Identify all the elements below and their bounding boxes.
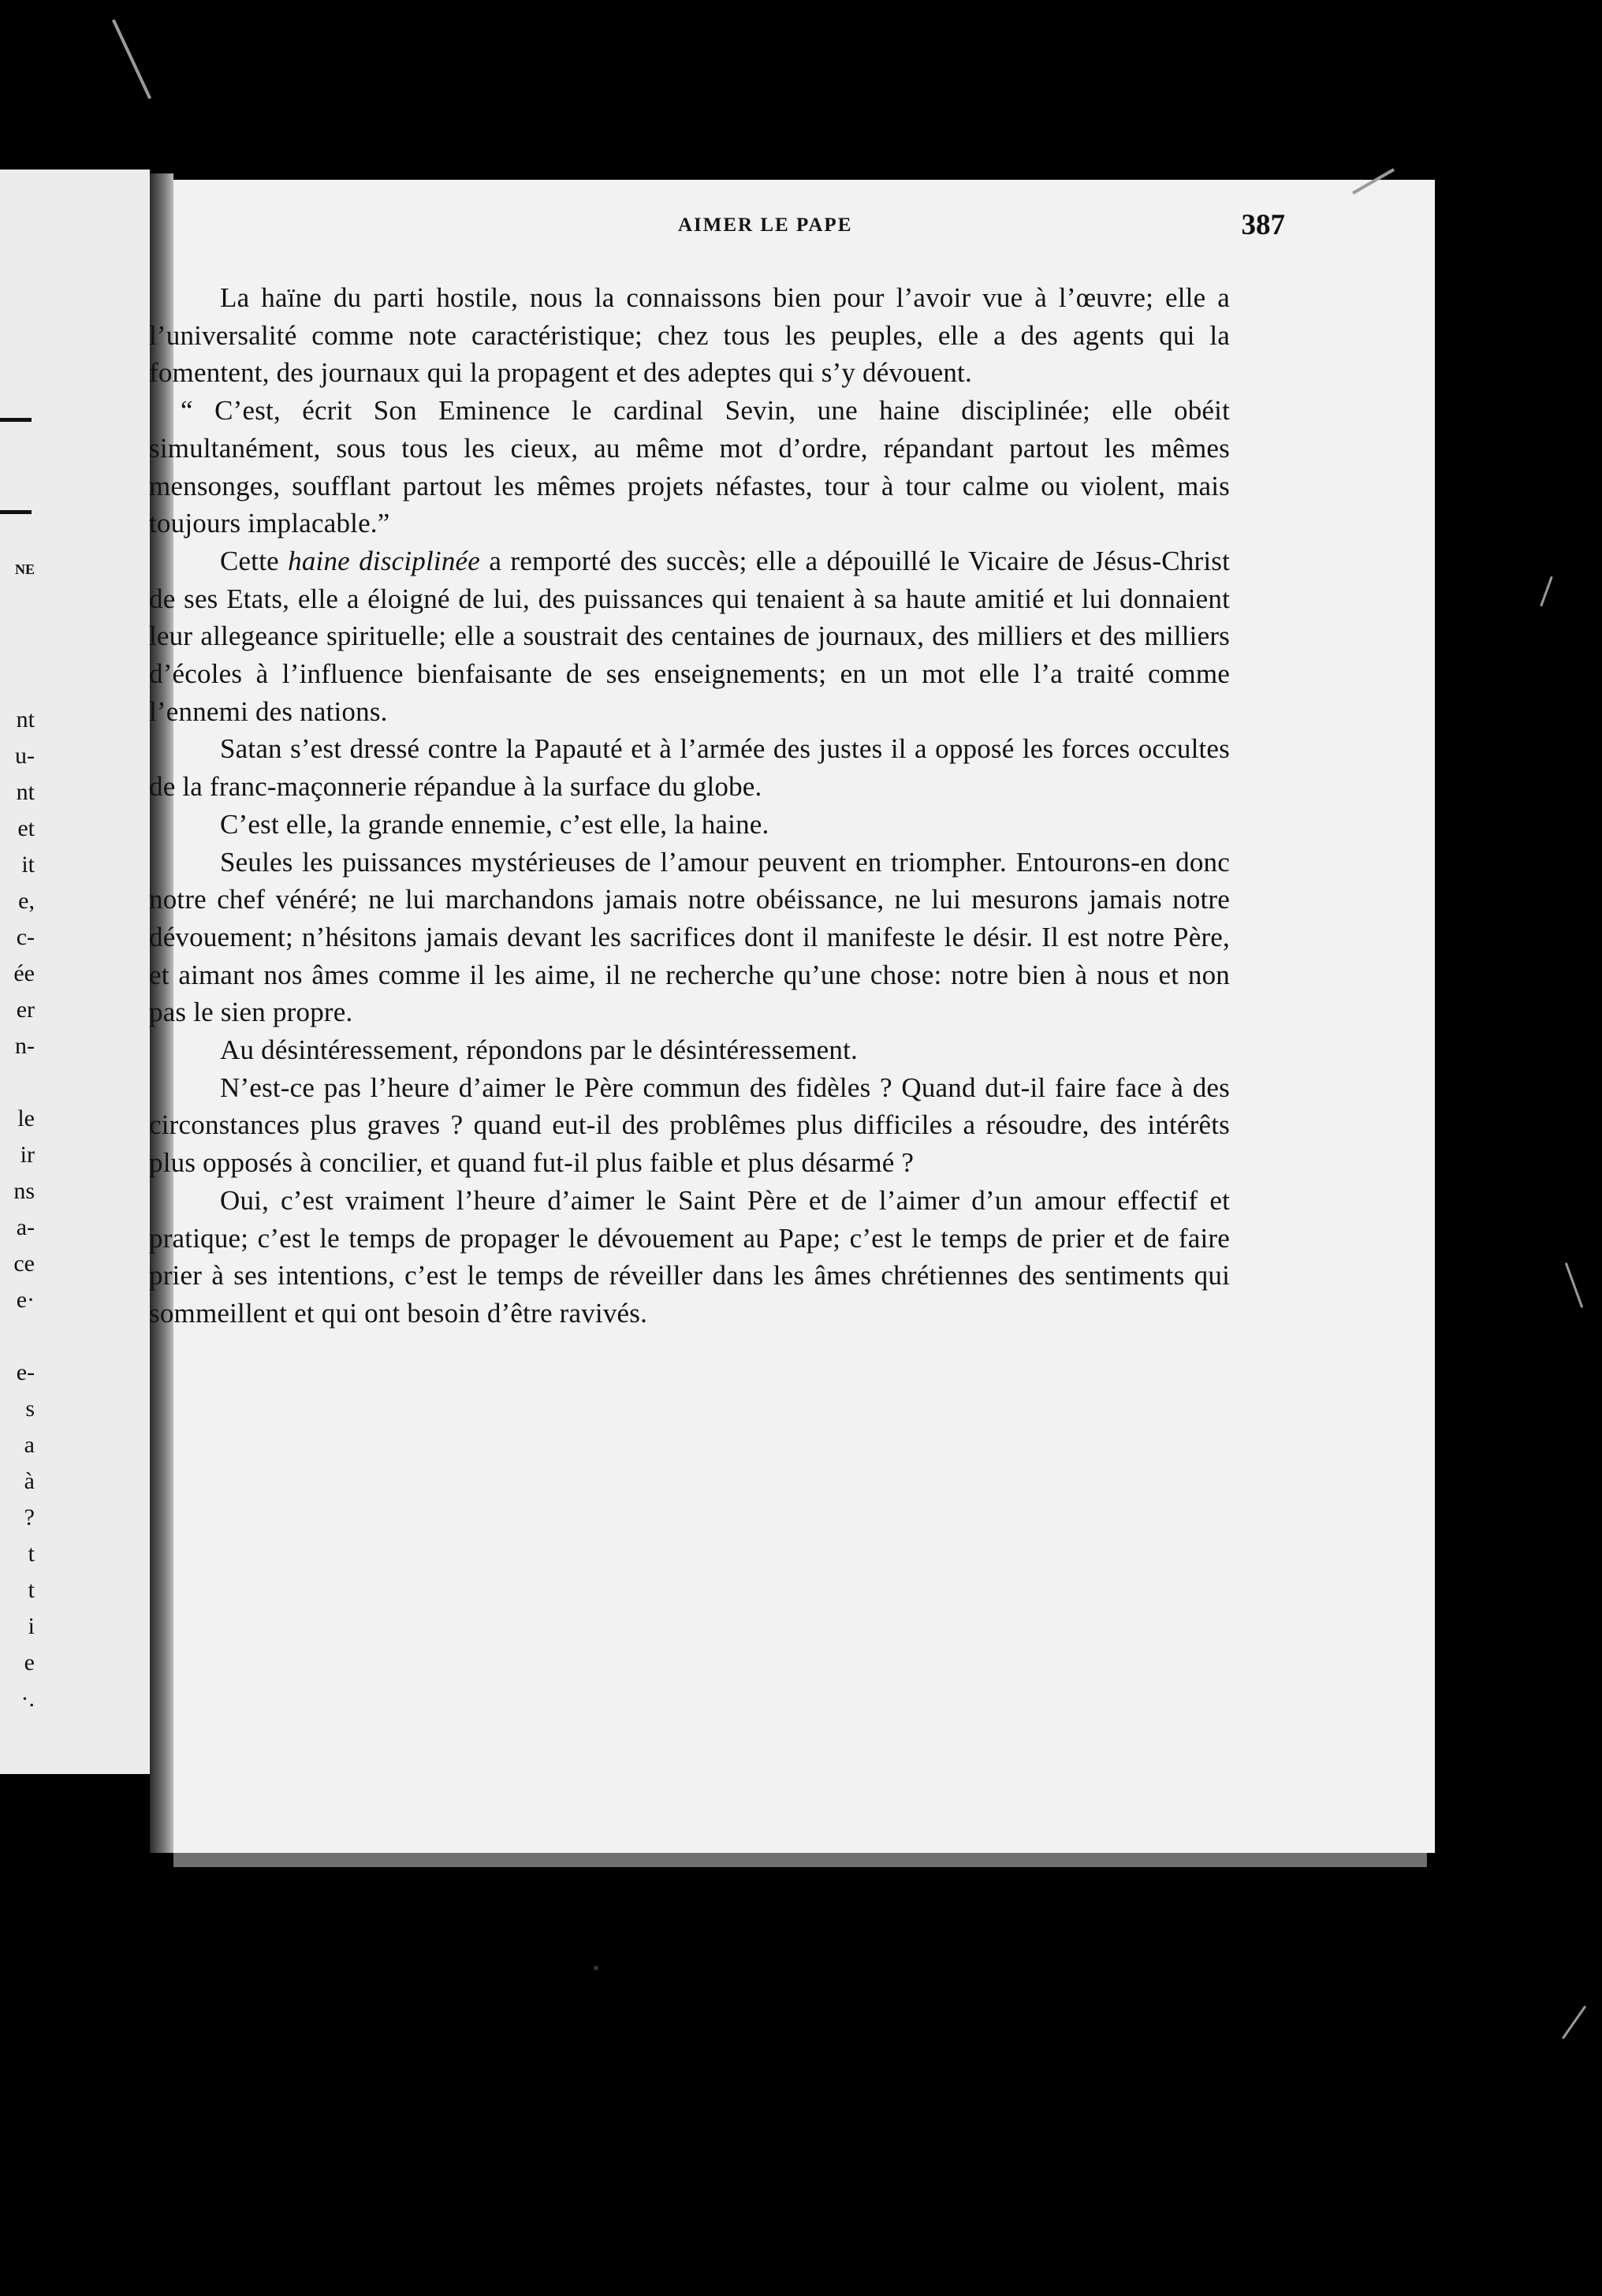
page-number: 387 — [1241, 209, 1285, 241]
left-page-line-fragment: ce — [13, 1250, 35, 1277]
running-title: AIMER LE PAPE — [678, 214, 853, 236]
paragraph: Seules les puissances mystérieuses de l’amour peuvent en triompher. Entourons-en donc notre chef vénéré; ne lui marchandons jamais notre obéissance, ne lui mesurons jamais notre dévouement; n’hésitons jamais devant les sacrifices dont il manifeste le désir. Il est notre Père, et aimant nos âmes comme il les aime, il ne recherche qu’une chose: notre bien à nous et non pas le sien propre. — [149, 846, 1230, 1028]
left-page-line-fragment: s — [25, 1396, 35, 1422]
paragraph: N’est-ce pas l’heure d’aimer le Père commun des fidèles ? Quand dut-il faire face à des circonstances plus graves ? quand eut-il des problêmes plus difficiles a résoudre, des intérêts plus opposés à concilier, et quand fut-il plus faible et plus désarmé ? — [149, 1072, 1230, 1179]
left-page-line-fragment: e — [24, 1649, 35, 1675]
left-page-header-fragment: NE — [14, 561, 35, 577]
left-page-line-fragment: t — [28, 1541, 35, 1567]
left-page-line-fragment: à — [24, 1468, 35, 1494]
body-text — [149, 279, 1230, 1332]
left-page-line-fragment: a — [24, 1432, 35, 1458]
left-page-line-fragment: c- — [16, 924, 35, 950]
left-page-rule-bottom — [0, 510, 32, 514]
paragraph-text: Cette — [220, 545, 289, 576]
left-page-line-fragment: ·. — [20, 1686, 35, 1712]
left-page-line-fragment: er — [16, 997, 35, 1023]
left-page-line-fragment: ? — [24, 1504, 35, 1530]
left-page-line-fragment: ée — [13, 960, 35, 986]
left-page-line-fragment: e· — [16, 1287, 35, 1313]
left-page-line-fragment: ns — [13, 1178, 35, 1204]
paragraph: C’est elle, la grande ennemie, c’est elle, la haine. — [220, 808, 769, 840]
left-page-line-fragment: e- — [16, 1359, 35, 1385]
left-page-line-fragment: e, — [18, 888, 35, 914]
paragraph: Satan s’est dressé contre la Papauté et à l’armée des justes il a opposé les forces occultes de la franc-maçonnerie répandue à la surface du globe. — [149, 733, 1230, 803]
paragraph — [149, 542, 1230, 731]
left-page-line-fragment: le — [17, 1105, 35, 1131]
scan-artifact — [1540, 576, 1553, 607]
left-page-line-fragment: it — [21, 852, 35, 878]
paragraph: Oui, c’est vraiment l’heure d’aimer le Saint Père et de l’aimer d’un amour effectif et pratique; c’est le temps de propager le dévouement au Pape; c’est le temps de prier et de faire prier à ses intentions, c’est le temps de réveiller dans les âmes chrétiennes des sentiments qui sommeillent et qui ont besoin d’être ravivés. — [149, 1184, 1230, 1329]
left-page-line-fragments — [0, 702, 35, 1717]
left-page-line-fragment: nt — [16, 706, 35, 732]
scan-artifact — [112, 19, 151, 99]
stray-mark — [594, 1966, 598, 1970]
left-page-line-fragment: i — [28, 1613, 35, 1639]
left-page-line-fragment — [0, 1318, 35, 1355]
running-head — [505, 209, 1285, 246]
left-page-line-fragment: ir — [20, 1142, 35, 1168]
left-page-line-fragment: t — [28, 1577, 35, 1603]
paragraph-text: a remporté des succès; elle a dépouillé le Vicaire de Jésus-Christ de ses Etats, elle a éloigné de lui, des puissances qui tenaient à sa haute amitié et lui donnaient leur allegeance spirituelle; elle a soustrait des centaines de journaux, des milliers et des milliers d’écoles à l’influence bienfaisante de ses enseignements; en un mot elle l’a traité comme l’ennemi des nations. — [149, 545, 1230, 727]
left-page-line-fragment: et — [17, 815, 35, 841]
quote-paragraph: “ C’est, écrit Son Eminence le cardinal Sevin, une haine disciplinée; elle obéit simultanément, sous tous les cieux, au même mot d’ordre, répandant partout les mêmes mensonges, soufflant partout les mêmes projets néfastes, tour à tour calme ou violent, mais toujours implacable.” — [149, 395, 1230, 539]
left-page-line-fragment: a- — [16, 1214, 35, 1240]
emphasis-text: haine disciplinée — [288, 545, 481, 576]
left-page-line-fragment: u- — [15, 743, 35, 769]
paragraph: Au désintéressement, répondons par le désintéressement. — [220, 1034, 858, 1066]
scan-artifact — [1565, 1262, 1583, 1307]
page-bottom-edge — [173, 1853, 1427, 1867]
paragraph: La haïne du parti hostile, nous la connaissons bien pour l’avoir vue à l’œuvre; elle a l’universalité comme note caractéristique; chez tous les peuples, elle a des agents qui la fomentent, des journaux qui la propagent et des adeptes qui s’y dévouent. — [149, 282, 1230, 389]
left-page-line-fragment: n- — [15, 1033, 35, 1059]
left-page-line-fragment — [0, 1064, 35, 1101]
left-page-line-fragment: nt — [16, 779, 35, 805]
scan-artifact — [1562, 2006, 1586, 2040]
left-page-rule-top — [0, 418, 32, 422]
